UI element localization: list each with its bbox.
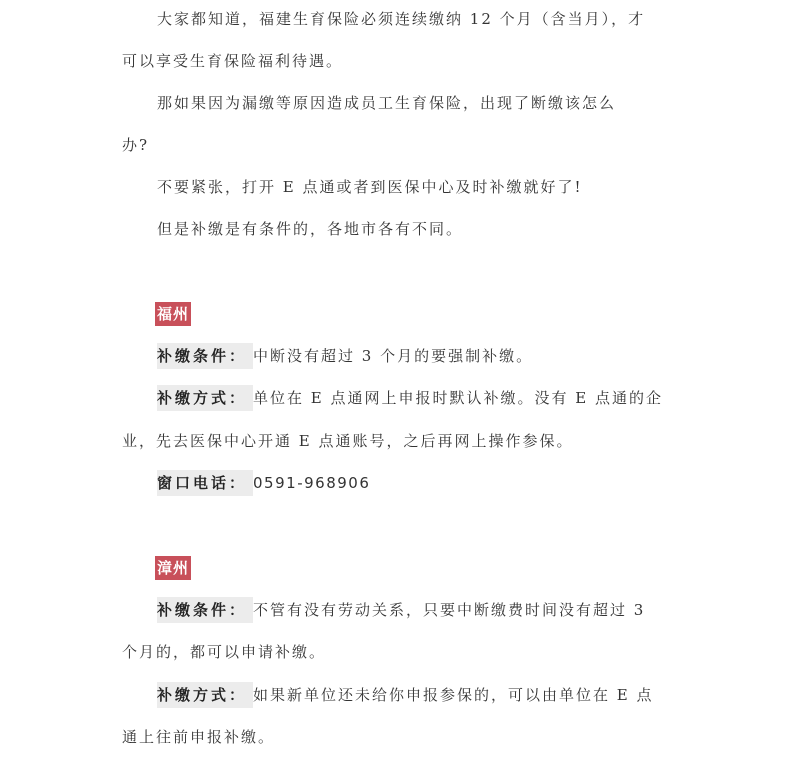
intro-paragraph-4: 但是补缴是有条件的，各地市各有不同。 (157, 220, 464, 238)
condition-label: 补缴条件： (157, 597, 253, 623)
fuzhou-method-line-1 (122, 377, 682, 419)
phone-label: 窗口电话： (157, 470, 253, 496)
intro-paragraph-2-line-2: 办? (122, 136, 150, 154)
method-text-line-1: 单位在 E 点通网上申报时默认补缴。没有 E 点通的企 (253, 389, 663, 407)
fuzhou-condition (122, 335, 682, 377)
zhangzhou-condition-line-2: 个月的，都可以申请补缴。 (122, 643, 327, 661)
zhangzhou-method-line-2: 通上往前申报补缴。 (122, 728, 276, 746)
intro-paragraph-3: 不要紧张，打开 E 点通或者到医保中心及时补缴就好了! (157, 178, 583, 196)
city-tag-fuzhou: 福州 (155, 302, 191, 326)
condition-label: 补缴条件： (157, 343, 253, 369)
method-text-line-1: 如果新单位还未给你申报参保的，可以由单位在 E 点 (253, 686, 654, 704)
method-label: 补缴方式： (157, 682, 253, 708)
phone-number: 0591-968906 (253, 474, 371, 492)
intro-paragraph-2-line-1: 那如果因为漏缴等原因造成员工生育保险，出现了断缴该怎么 (157, 94, 617, 112)
condition-text: 中断没有超过 3 个月的要强制补缴。 (253, 347, 534, 365)
fuzhou-method-line-2: 业，先去医保中心开通 E 点通账号，之后再网上操作参保。 (122, 432, 574, 450)
method-label: 补缴方式： (157, 385, 253, 411)
condition-text-line-1: 不管有没有劳动关系，只要中断缴费时间没有超过 3 (253, 601, 646, 619)
zhangzhou-method-line-1 (122, 674, 682, 716)
city-tag-zhangzhou: 漳州 (155, 556, 191, 580)
intro-paragraph-1-line-1: 大家都知道，福建生育保险必须连续缴纳 12 个月（含当月），才 (157, 10, 646, 28)
fuzhou-phone (122, 462, 682, 504)
intro-paragraph-1-line-2: 可以享受生育保险福利待遇。 (122, 52, 344, 70)
zhangzhou-condition-line-1 (122, 589, 682, 631)
